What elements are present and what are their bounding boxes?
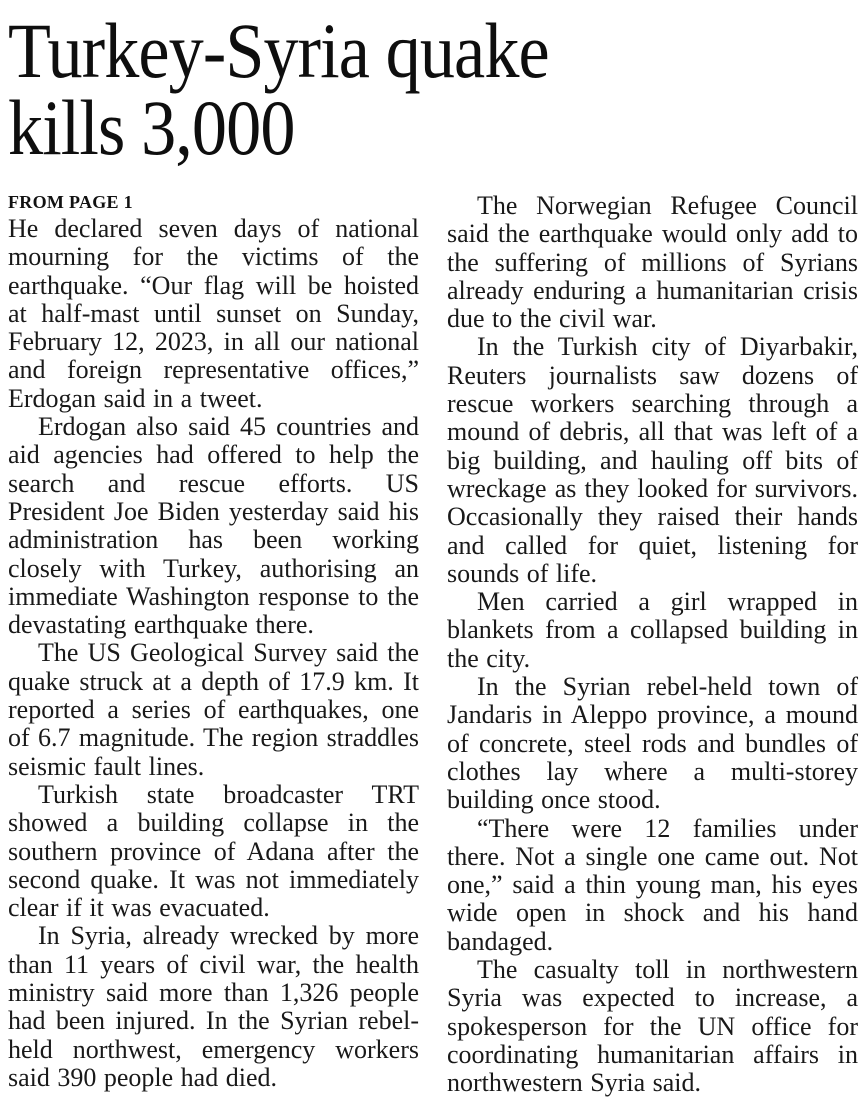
from-page-kicker: FROM PAGE 1 (8, 192, 133, 212)
column-right (447, 192, 858, 1098)
headline-line-2: kills 3,000 (8, 84, 295, 171)
headline-line-1: Turkey-Syria quake (8, 7, 549, 94)
article-paragraph: In the Syrian rebel-held town of Jandaris in Aleppo province, a mound of concrete, steel rods and bundles of clothes lay where a multi-storey building once stood. (447, 672, 858, 815)
article-paragraph: “There were 12 families under there. Not a single one came out. Not one,” said a thin young man, his eyes wide open in shock and his hand bandaged. (447, 813, 858, 956)
article-headline (8, 7, 773, 171)
article-paragraph: The casualty toll in northwestern Syria was expected to increase, a spokesperson for the UN office for coordinating humanitarian affairs in northwestern Syria said. (447, 955, 858, 1098)
column-left (8, 192, 419, 1092)
article-paragraph: In Syria, already wrecked by more than 11 years of civil war, the health ministry said more than 1,326 people had been injured. In the Syrian rebel-held northwest, emergency workers said 390 people had died. (8, 921, 419, 1092)
article-paragraph: The Norwegian Refugee Council said the earthquake would only add to the suffering of millions of Syrians already enduring a humanitarian crisis due to the civil war. (447, 191, 858, 334)
article-paragraph: He declared seven days of national mourning for the victims of the earthquake. “Our flag will be hoisted at half-mast until sunset on Sunday, February 12, 2023, in all our national and foreign representative offices,” Erdogan said in a tweet. (8, 214, 419, 413)
article-paragraph: Erdogan also said 45 countries and aid agencies had offered to help the search and rescue efforts. US President Joe Biden yesterday said his administration has been working closely with Turkey, authorising an immediate Washington response to the devastating earthquake there. (8, 412, 419, 640)
article-paragraph: In the Turkish city of Diyarbakir, Reuters journalists saw dozens of rescue workers searching through a mound of debris, all that was left of a big building, and hauling off bits of wreckage as they looked for survivors. Occasionally they raised their hands and called for quiet, listening for sounds of life. (447, 332, 858, 588)
article-paragraph: The US Geological Survey said the quake struck at a depth of 17.9 km. It reported a series of earthquakes, one of 6.7 magnitude. The region straddles seismic fault lines. (8, 638, 419, 781)
article-paragraph: Turkish state broadcaster TRT showed a building collapse in the southern province of Adana after the second quake. It was not immediately clear if it was evacuated. (8, 779, 419, 923)
article-columns (8, 192, 858, 1098)
article-paragraph: Men carried a girl wrapped in blankets from a collapsed building in the city. (447, 587, 858, 673)
